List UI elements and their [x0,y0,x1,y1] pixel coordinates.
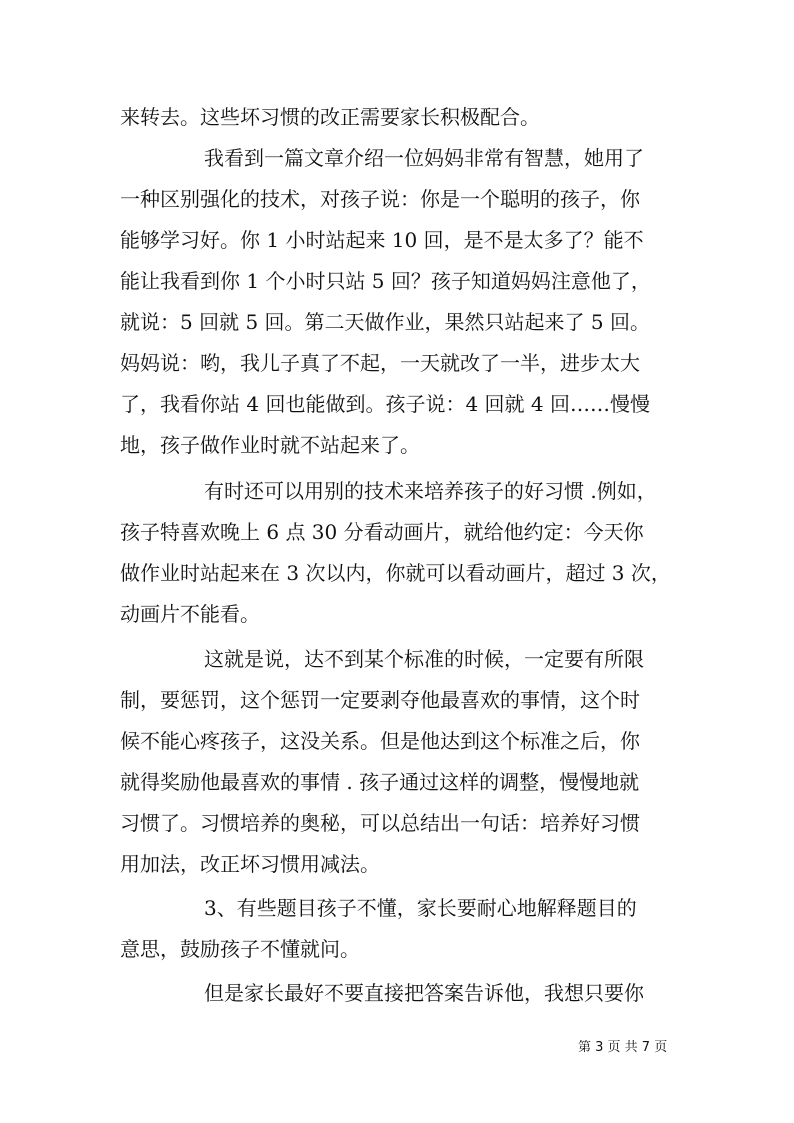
text-line: 了，我看你站 4 回也能做到。孩子说：4 回就 4 回……慢慢 [120,392,650,416]
paragraph-start-line: 这就是说，达不到某个标准的时候，一定要有所限 [204,647,644,671]
text-line: 一种区别强化的技术，对孩子说：你是一个聪明的孩子，你 [120,187,640,211]
text-line: 候不能心疼孩子，这没关系。但是他达到这个标准之后，你 [120,729,640,753]
text-line: 来转去。这些坏习惯的改正需要家长积极配合。 [120,105,540,129]
paragraph-start-line: 但是家长最好不要直接把答案告诉他，我想只要你 [204,981,644,1005]
paragraph-start-line: 有时还可以用别的技术来培养孩子的好习惯 .例如， [204,479,657,503]
paragraph-start-line: 我看到一篇文章介绍一位妈妈非常有智慧，她用了 [204,146,644,170]
text-line: 地，孩子做作业时就不站起来了。 [120,433,420,457]
text-line: 做作业时站起来在 3 次以内，你就可以看动画片，超过 3 次， [120,561,671,585]
text-line: 就说：5 回就 5 回。第二天做作业，果然只站起来了 5 回。 [120,310,650,334]
text-line: 动画片不能看。 [120,602,260,626]
text-line: 就得奖励他最喜欢的事情 . 孩子通过这样的调整，慢慢地就 [120,770,640,794]
page-number-footer: 第 3 页 共 7 页 [578,1040,668,1055]
text-line: 能够学习好。你 1 小时站起来 10 回，是不是太多了？能不 [120,228,644,252]
text-line: 妈妈说：哟，我儿子真了不起，一天就改了一半，进步太大 [120,351,640,375]
text-line: 用加法，改正坏习惯用减法。 [120,852,380,876]
paragraph-start-line: 3、有些题目孩子不懂，家长要耐心地解释题目的 [204,896,637,920]
text-line: 孩子特喜欢晚上 6 点 30 分看动画片，就给他约定：今天你 [120,520,644,544]
text-line: 制，要惩罚，这个惩罚一定要剥夺他最喜欢的事情，这个时 [120,688,640,712]
text-line: 意思，鼓励孩子不懂就问。 [120,937,360,961]
text-line: 习惯了。习惯培养的奥秘，可以总结出一句话：培养好习惯 [120,811,640,835]
text-line: 能让我看到你 1 个小时只站 5 回？孩子知道妈妈注意他了， [120,269,651,293]
